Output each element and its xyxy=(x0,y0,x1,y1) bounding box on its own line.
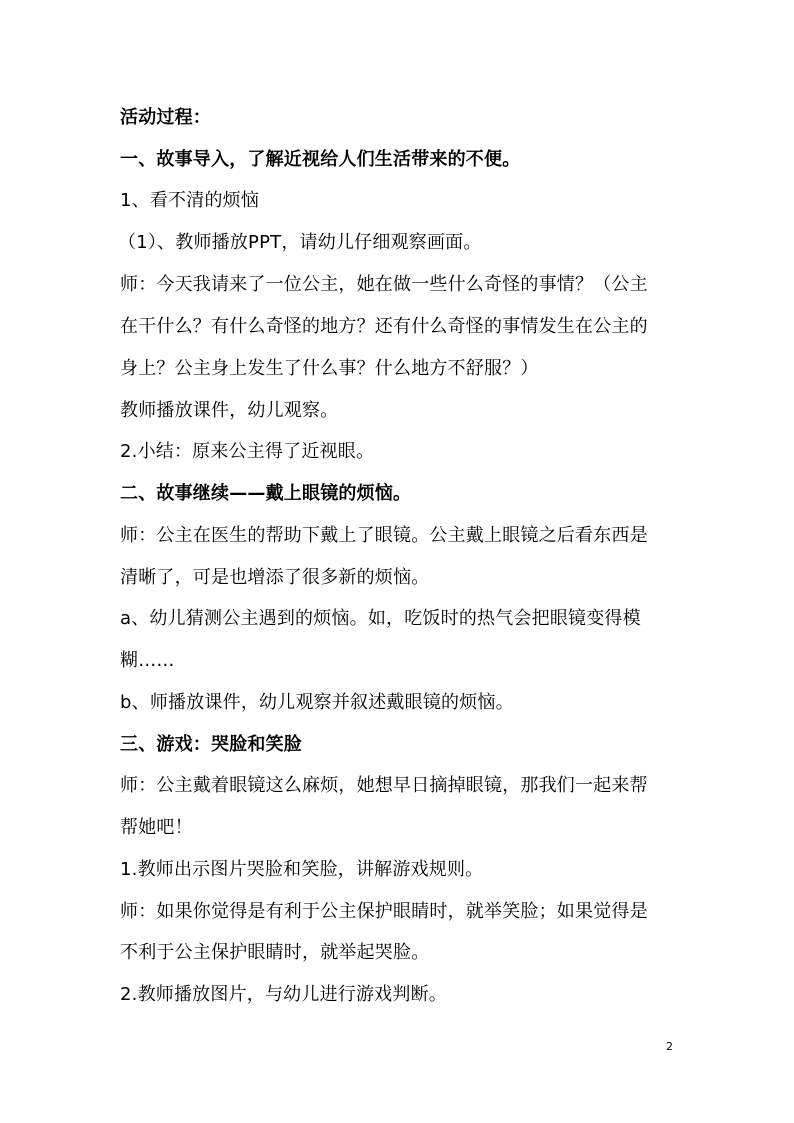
activity-process-heading: 活动过程： xyxy=(120,107,211,128)
teacher-dialogue-line-3: 身上？公主身上发生了什么事？什么地方不舒服？） xyxy=(120,358,539,379)
teacher-dialogue-line-2: 在干什么？有什么奇怪的地方？还有什么奇怪的事情发生在公主的 xyxy=(120,316,648,337)
observation-text: 教师播放课件，幼儿观察。 xyxy=(120,400,339,421)
rule-explanation-line-2: 不利于公主保护眼睛时，就举起哭脸。 xyxy=(120,942,430,963)
rule-explanation-line-1: 师：如果你觉得是有利于公主保护眼睛时，就举笑脸；如果觉得是 xyxy=(120,901,648,922)
glasses-paragraph-line-1: 师：公主在医生的帮助下戴上了眼镜。公主戴上眼镜之后看东西是 xyxy=(120,525,648,546)
game-rules-text: 1.教师出示图片哭脸和笑脸，讲解游戏规则。 xyxy=(120,859,484,880)
section-three-heading: 三、游戏：哭脸和笑脸 xyxy=(120,734,302,755)
teacher-dialogue-line-1: 师：今天我请来了一位公主，她在做一些什么奇怪的事情？（公主 xyxy=(120,274,648,295)
guessing-line-1: a、幼儿猜测公主遇到的烦恼。如，吃饭时的热气会把眼镜变得模 xyxy=(120,608,641,629)
guessing-line-2: 糊…… xyxy=(120,650,175,671)
section-two-heading: 二、故事继续——戴上眼镜的烦恼。 xyxy=(120,483,412,504)
page-number: 2 xyxy=(666,1040,673,1053)
summary-text: 2.小结：原来公主得了近视眼。 xyxy=(120,441,375,462)
game-intro-line-1: 师：公主戴着眼镜这么麻烦，她想早日摘掉眼镜，那我们一起来帮 xyxy=(120,775,648,796)
courseware-observation: b、师播放课件，幼儿观察并叙述戴眼镜的烦恼。 xyxy=(120,692,514,713)
section-one-heading: 一、故事导入，了解近视给人们生活带来的不便。 xyxy=(120,149,521,170)
game-step-2-text: 2.教师播放图片，与幼儿进行游戏判断。 xyxy=(120,984,447,1005)
glasses-paragraph-line-2: 清晰了，可是也增添了很多新的烦恼。 xyxy=(120,567,430,588)
step-1-text: （1）、教师播放PPT，请幼儿仔细观察画面。 xyxy=(118,232,482,253)
subheading-troubles: 1、看不清的烦恼 xyxy=(120,190,260,211)
game-intro-line-2: 帮她吧！ xyxy=(120,817,193,838)
